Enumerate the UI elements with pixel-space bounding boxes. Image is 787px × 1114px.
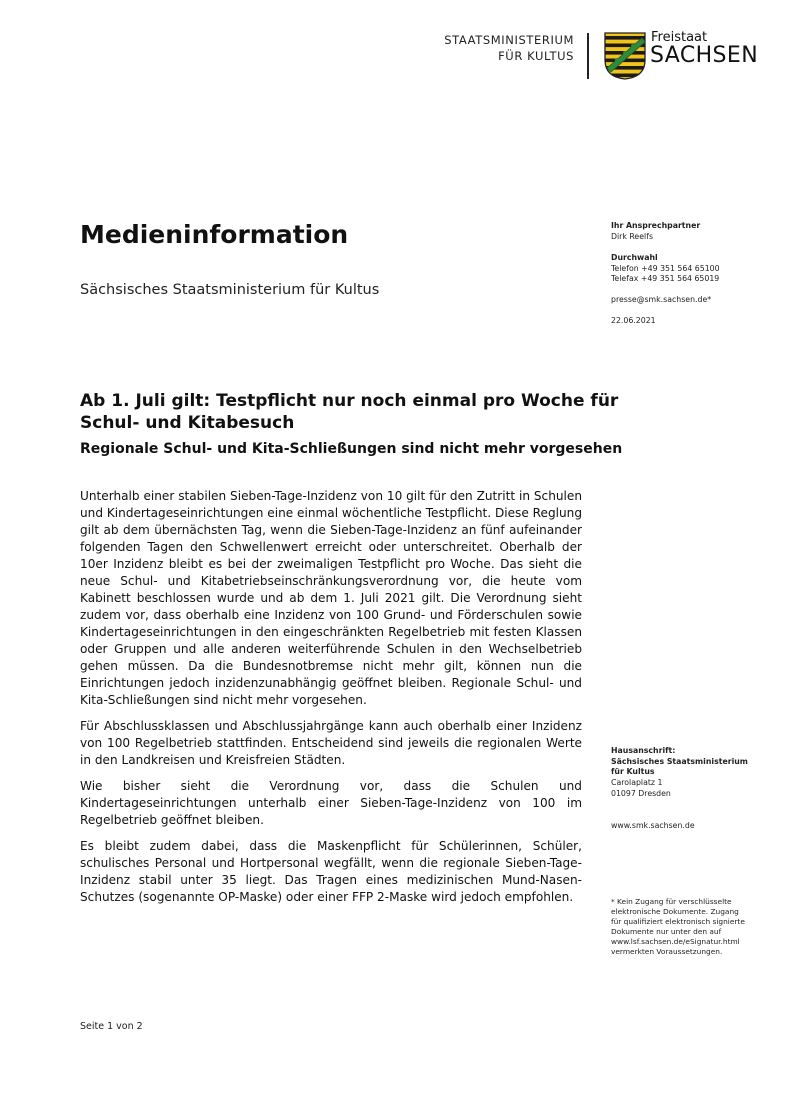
paragraph: Wie bisher sieht die Verordnung vor, dass die Schulen und Kindertageseinrichtungen unterhalb einer Sieben-Tage-Inzidenz von 100 im Regelbetrieb geöffnet bleiben. — [80, 779, 582, 827]
encryption-footnote — [611, 897, 776, 957]
footnote-line: vermerkten Voraussetzungen. — [611, 947, 723, 956]
body-text — [80, 488, 582, 915]
footnote-line: * Kein Zugang für verschlüsselte — [611, 897, 732, 906]
phone-label: Durchwahl — [611, 253, 658, 262]
address-city: 01097 Dresden — [611, 788, 671, 798]
headline-line-1: Ab 1. Juli gilt: Testpflicht nur noch einmal pro Woche für — [80, 391, 619, 411]
address-org-line-1: Sächsisches Staatsministerium — [611, 756, 748, 766]
ministry-line-1: STAATSMINISTERIUM — [444, 33, 574, 47]
ministry-name — [400, 32, 574, 64]
page-number: Seite 1 von 2 — [80, 1021, 143, 1032]
freistaat-label: Freistaat — [651, 30, 708, 45]
document-date: 22.06.2021 — [611, 316, 656, 325]
document-title: Medieninformation — [80, 220, 349, 249]
address-street: Carolaplatz 1 — [611, 778, 663, 788]
saxony-crest-icon — [604, 32, 646, 80]
office-address — [611, 746, 781, 800]
header-divider — [587, 33, 589, 79]
headline — [80, 390, 619, 434]
contact-person — [611, 221, 781, 242]
phone-number: Telefon +49 351 564 65100 — [611, 263, 720, 273]
address-label: Hausanschrift: — [611, 746, 676, 755]
document-subtitle: Sächsisches Staatsministerium für Kultus — [80, 282, 380, 298]
paragraph: Es bleibt zudem dabei, dass die Maskenpflicht für Schülerinnen, Schüler, schulisches Personal und Hortpersonal wegfällt, wenn die regionale Sieben-Tage-Inzidenz stabil unter 35 liegt. Das Tragen eines medizinischen Mund-Nasen-Schutzes (sogenannte OP-Maske) oder einer FFP 2-Maske wird jedoch empfohlen. — [80, 839, 582, 904]
paragraph: Für Abschlussklassen und Abschlussjahrgänge kann auch oberhalb einer Inzidenz von 100 Regelbetrieb stattfinden. Entscheidend sind jeweils die regionalen Werte in den Landkreisen und Kreisfreien Städten. — [80, 719, 582, 767]
contact-label: Ihr Ansprechpartner — [611, 221, 701, 230]
ministry-line-2: FÜR KULTUS — [498, 49, 574, 63]
footnote-line: Dokumente nur unter den auf — [611, 927, 722, 936]
fax-number: Telefax +49 351 564 65019 — [611, 274, 720, 284]
contact-name: Dirk Reelfs — [611, 231, 654, 241]
headline-line-2: Schul- und Kitabesuch — [80, 413, 295, 433]
website-link[interactable]: www.smk.sachsen.de — [611, 821, 695, 830]
subheadline: Regionale Schul- und Kita-Schließungen sind nicht mehr vorgesehen — [80, 441, 623, 457]
contact-phone-block — [611, 253, 781, 285]
paragraph: Unterhalb einer stabilen Sieben-Tage-Inzidenz von 10 gilt für den Zutritt in Schulen und Kindertageseinrichtungen eine einmal wöchentliche Testpflicht. Diese Reglung gilt ab dem übernächsten Tag, wenn die Sieben-Tage-Inzidenz an fünf aufeinander folgenden Tagen den Schwellenwert erreicht oder unterschreitet. Oberhalb der 10er Inzidenz bleibt es bei der zweimaligen Testpflicht pro Woche. Das sieht die neue Schul- und Kitabetriebseinschränkungsverordnung vor, die heute vom Kabinett beschlossen wurde und ab dem 1. Juli 2021 gilt. Die Verordnung sieht zudem vor, dass oberhalb eine Inzidenz von 100 Grund- und Förderschulen sowie Kindertageseinrichtungen in den eingeschränkten Regelbetrieb mit festen Klassen oder Gruppen und alle anderen weiterführende Schulen in den Wechselbetrieb gehen müssen. Da die Bundesnotbremse nicht mehr gilt, können nun die Einrichtungen jedoch inzidenzunabhängig geöffnet bleiben. Regionale Schul- und Kita-Schließungen sind nicht mehr vorgesehen. — [80, 489, 582, 707]
footnote-line: elektronische Dokumente. Zugang — [611, 907, 739, 916]
contact-email[interactable]: presse@smk.sachsen.de* — [611, 295, 712, 304]
footnote-line: für qualifiziert elektronisch signierte — [611, 917, 745, 926]
sachsen-label: SACHSEN — [650, 43, 759, 68]
footnote-link[interactable]: www.lsf.sachsen.de/eSignatur.html — [611, 937, 740, 946]
address-org-line-2: für Kultus — [611, 767, 655, 777]
